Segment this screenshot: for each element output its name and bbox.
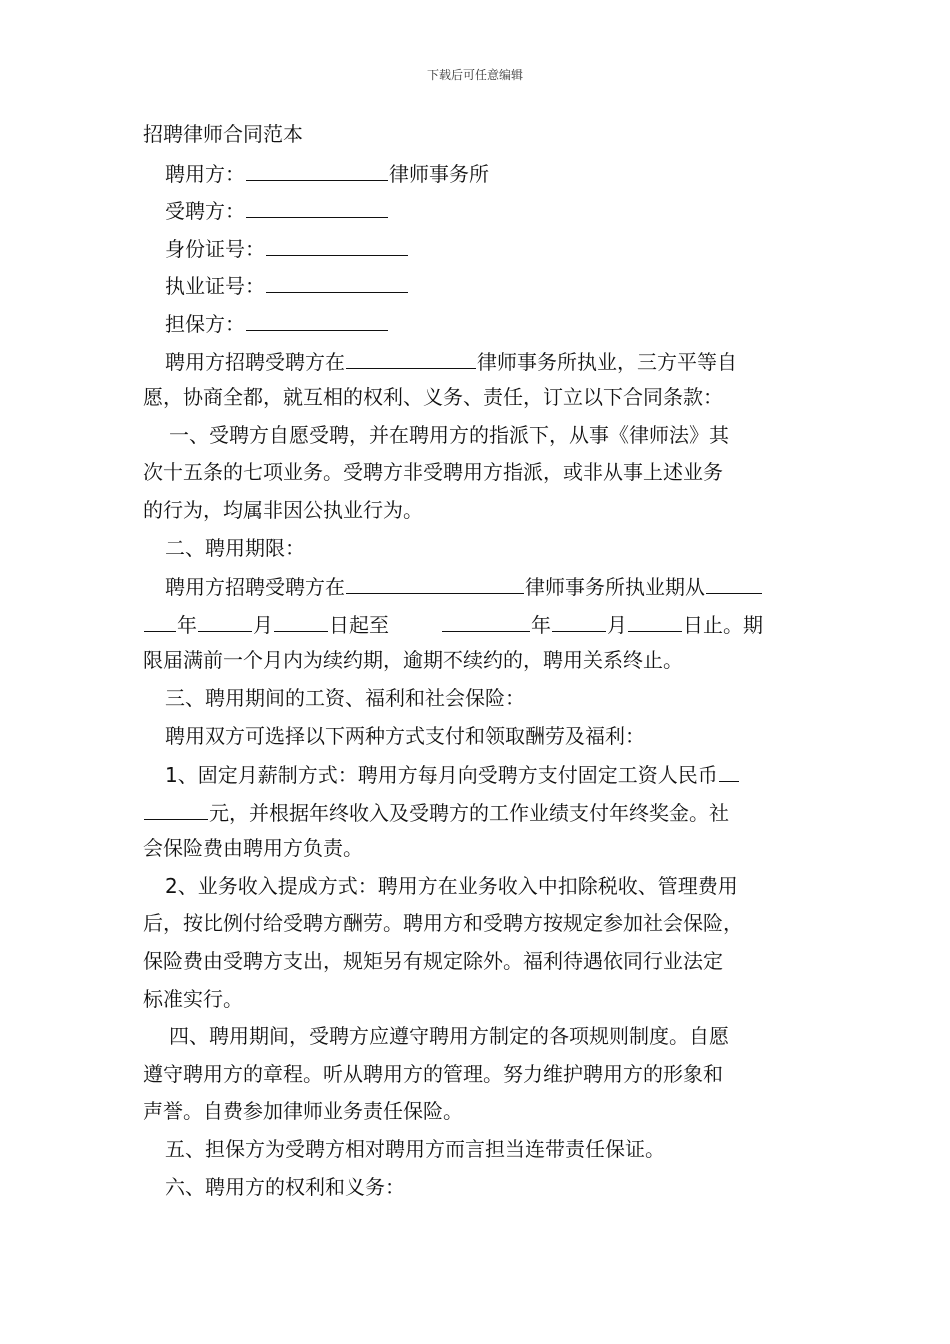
clause3-item2-line-1: 2、业务收入提成方式：聘用方在业务收入中扣除税收、管理费用 bbox=[165, 873, 738, 898]
start-month-blank[interactable] bbox=[198, 605, 252, 632]
day-start-label: 日起至 bbox=[329, 612, 389, 637]
item1-text: 元，并根据年终收入及受聘方的工作业绩支付年终奖金。社 bbox=[209, 800, 729, 825]
clause2-line-3: 限届满前一个月内为续约期，逾期不续约的，聘用关系终止。 bbox=[143, 648, 683, 673]
start-day-blank[interactable] bbox=[274, 605, 328, 632]
employee-label: 受聘方： bbox=[165, 199, 245, 224]
employer-line bbox=[143, 154, 808, 192]
start-year-blank-b[interactable] bbox=[144, 605, 176, 632]
clause3-item2-line-4: 标准实行。 bbox=[143, 986, 243, 1011]
day-end-label: 日止。期 bbox=[683, 612, 763, 637]
clause1-line-1: 一、受聘方自愿受聘，并在聘用方的指派下，从事《律师法》其 bbox=[169, 422, 729, 447]
end-month-blank[interactable] bbox=[552, 605, 606, 632]
firm-blank[interactable] bbox=[346, 342, 476, 369]
term-firm-blank[interactable] bbox=[346, 567, 524, 594]
clause3-item2-line-2: 后，按比例付给受聘方酬劳。聘用方和受聘方按规定参加社会保险， bbox=[143, 911, 743, 936]
employer-blank[interactable] bbox=[246, 154, 388, 181]
employer-label: 聘用方： bbox=[165, 161, 245, 186]
month-label: 月 bbox=[607, 612, 627, 637]
id-number-line bbox=[143, 229, 808, 267]
clause3-heading: 三、聘用期间的工资、福利和社会保险： bbox=[165, 685, 525, 710]
license-label: 执业证号： bbox=[165, 274, 265, 299]
header-note: 下载后可任意编辑 bbox=[426, 68, 523, 82]
salary-blank-b[interactable] bbox=[144, 793, 208, 820]
license-blank[interactable] bbox=[266, 266, 408, 293]
clause2-text: 律师事务所执业期从 bbox=[525, 575, 705, 600]
clause4-line-1: 四、聘用期间，受聘方应遵守聘用方制定的各项规则制度。自愿 bbox=[169, 1024, 729, 1049]
employee-line bbox=[143, 191, 808, 229]
clause3-item1-line-1 bbox=[143, 755, 808, 793]
end-year-blank[interactable] bbox=[442, 605, 530, 632]
clause3-item1-line-3: 会保险费由聘用方负责。 bbox=[143, 836, 363, 861]
clause4-line-3: 声誉。自费参加律师业务责任保险。 bbox=[143, 1099, 463, 1124]
intro-line-2: 愿，协商全都，就互相的权利、义务、责任，订立以下合同条款： bbox=[143, 385, 723, 410]
end-day-blank[interactable] bbox=[628, 605, 682, 632]
clause2-line-2 bbox=[143, 605, 808, 643]
start-year-blank-a[interactable] bbox=[706, 567, 762, 594]
guarantor-label: 担保方： bbox=[165, 311, 245, 336]
salary-blank-a[interactable] bbox=[719, 755, 739, 782]
guarantor-blank[interactable] bbox=[246, 304, 388, 331]
clause3-intro: 聘用双方可选择以下两种方式支付和领取酬劳及福利： bbox=[165, 723, 645, 748]
employee-blank[interactable] bbox=[246, 191, 388, 218]
intro-text: 律师事务所执业，三方平等自 bbox=[477, 349, 737, 374]
employer-suffix: 律师事务所 bbox=[389, 161, 489, 186]
contract-document bbox=[143, 116, 808, 1206]
clause4-line-2: 遵守聘用方的章程。听从聘用方的管理。努力维护聘用方的形象和 bbox=[143, 1061, 723, 1086]
item1-text: 1、固定月薪制方式：聘用方每月向受聘方支付固定工资人民币 bbox=[165, 763, 718, 788]
id-blank[interactable] bbox=[266, 229, 408, 256]
clause5-line: 五、担保方为受聘方相对聘用方而言担当连带责任保证。 bbox=[165, 1137, 665, 1162]
year-label: 年 bbox=[177, 612, 197, 637]
clause6-line: 六、聘用方的权利和义务： bbox=[165, 1174, 405, 1199]
clause3-item2-line-3: 保险费由受聘方支出，规矩另有规定除外。福利待遇依同行业法定 bbox=[143, 949, 723, 974]
clause2-text: 聘用方招聘受聘方在 bbox=[165, 575, 345, 600]
guarantor-line bbox=[143, 304, 808, 342]
intro-text: 聘用方招聘受聘方在 bbox=[165, 349, 345, 374]
month-label: 月 bbox=[253, 612, 273, 637]
year-label: 年 bbox=[531, 612, 551, 637]
intro-line-1 bbox=[143, 342, 808, 380]
document-title: 招聘律师合同范本 bbox=[143, 122, 303, 146]
clause2-line-1 bbox=[143, 567, 808, 605]
license-number-line bbox=[143, 266, 808, 304]
clause1-line-2: 次十五条的七项业务。受聘方非受聘用方指派，或非从事上述业务 bbox=[143, 460, 723, 485]
id-label: 身份证号： bbox=[165, 236, 265, 261]
clause1-line-3: 的行为，均属非因公执业行为。 bbox=[143, 497, 423, 522]
clause3-item1-line-2 bbox=[143, 793, 808, 831]
clause2-heading: 二、聘用期限： bbox=[165, 535, 305, 560]
